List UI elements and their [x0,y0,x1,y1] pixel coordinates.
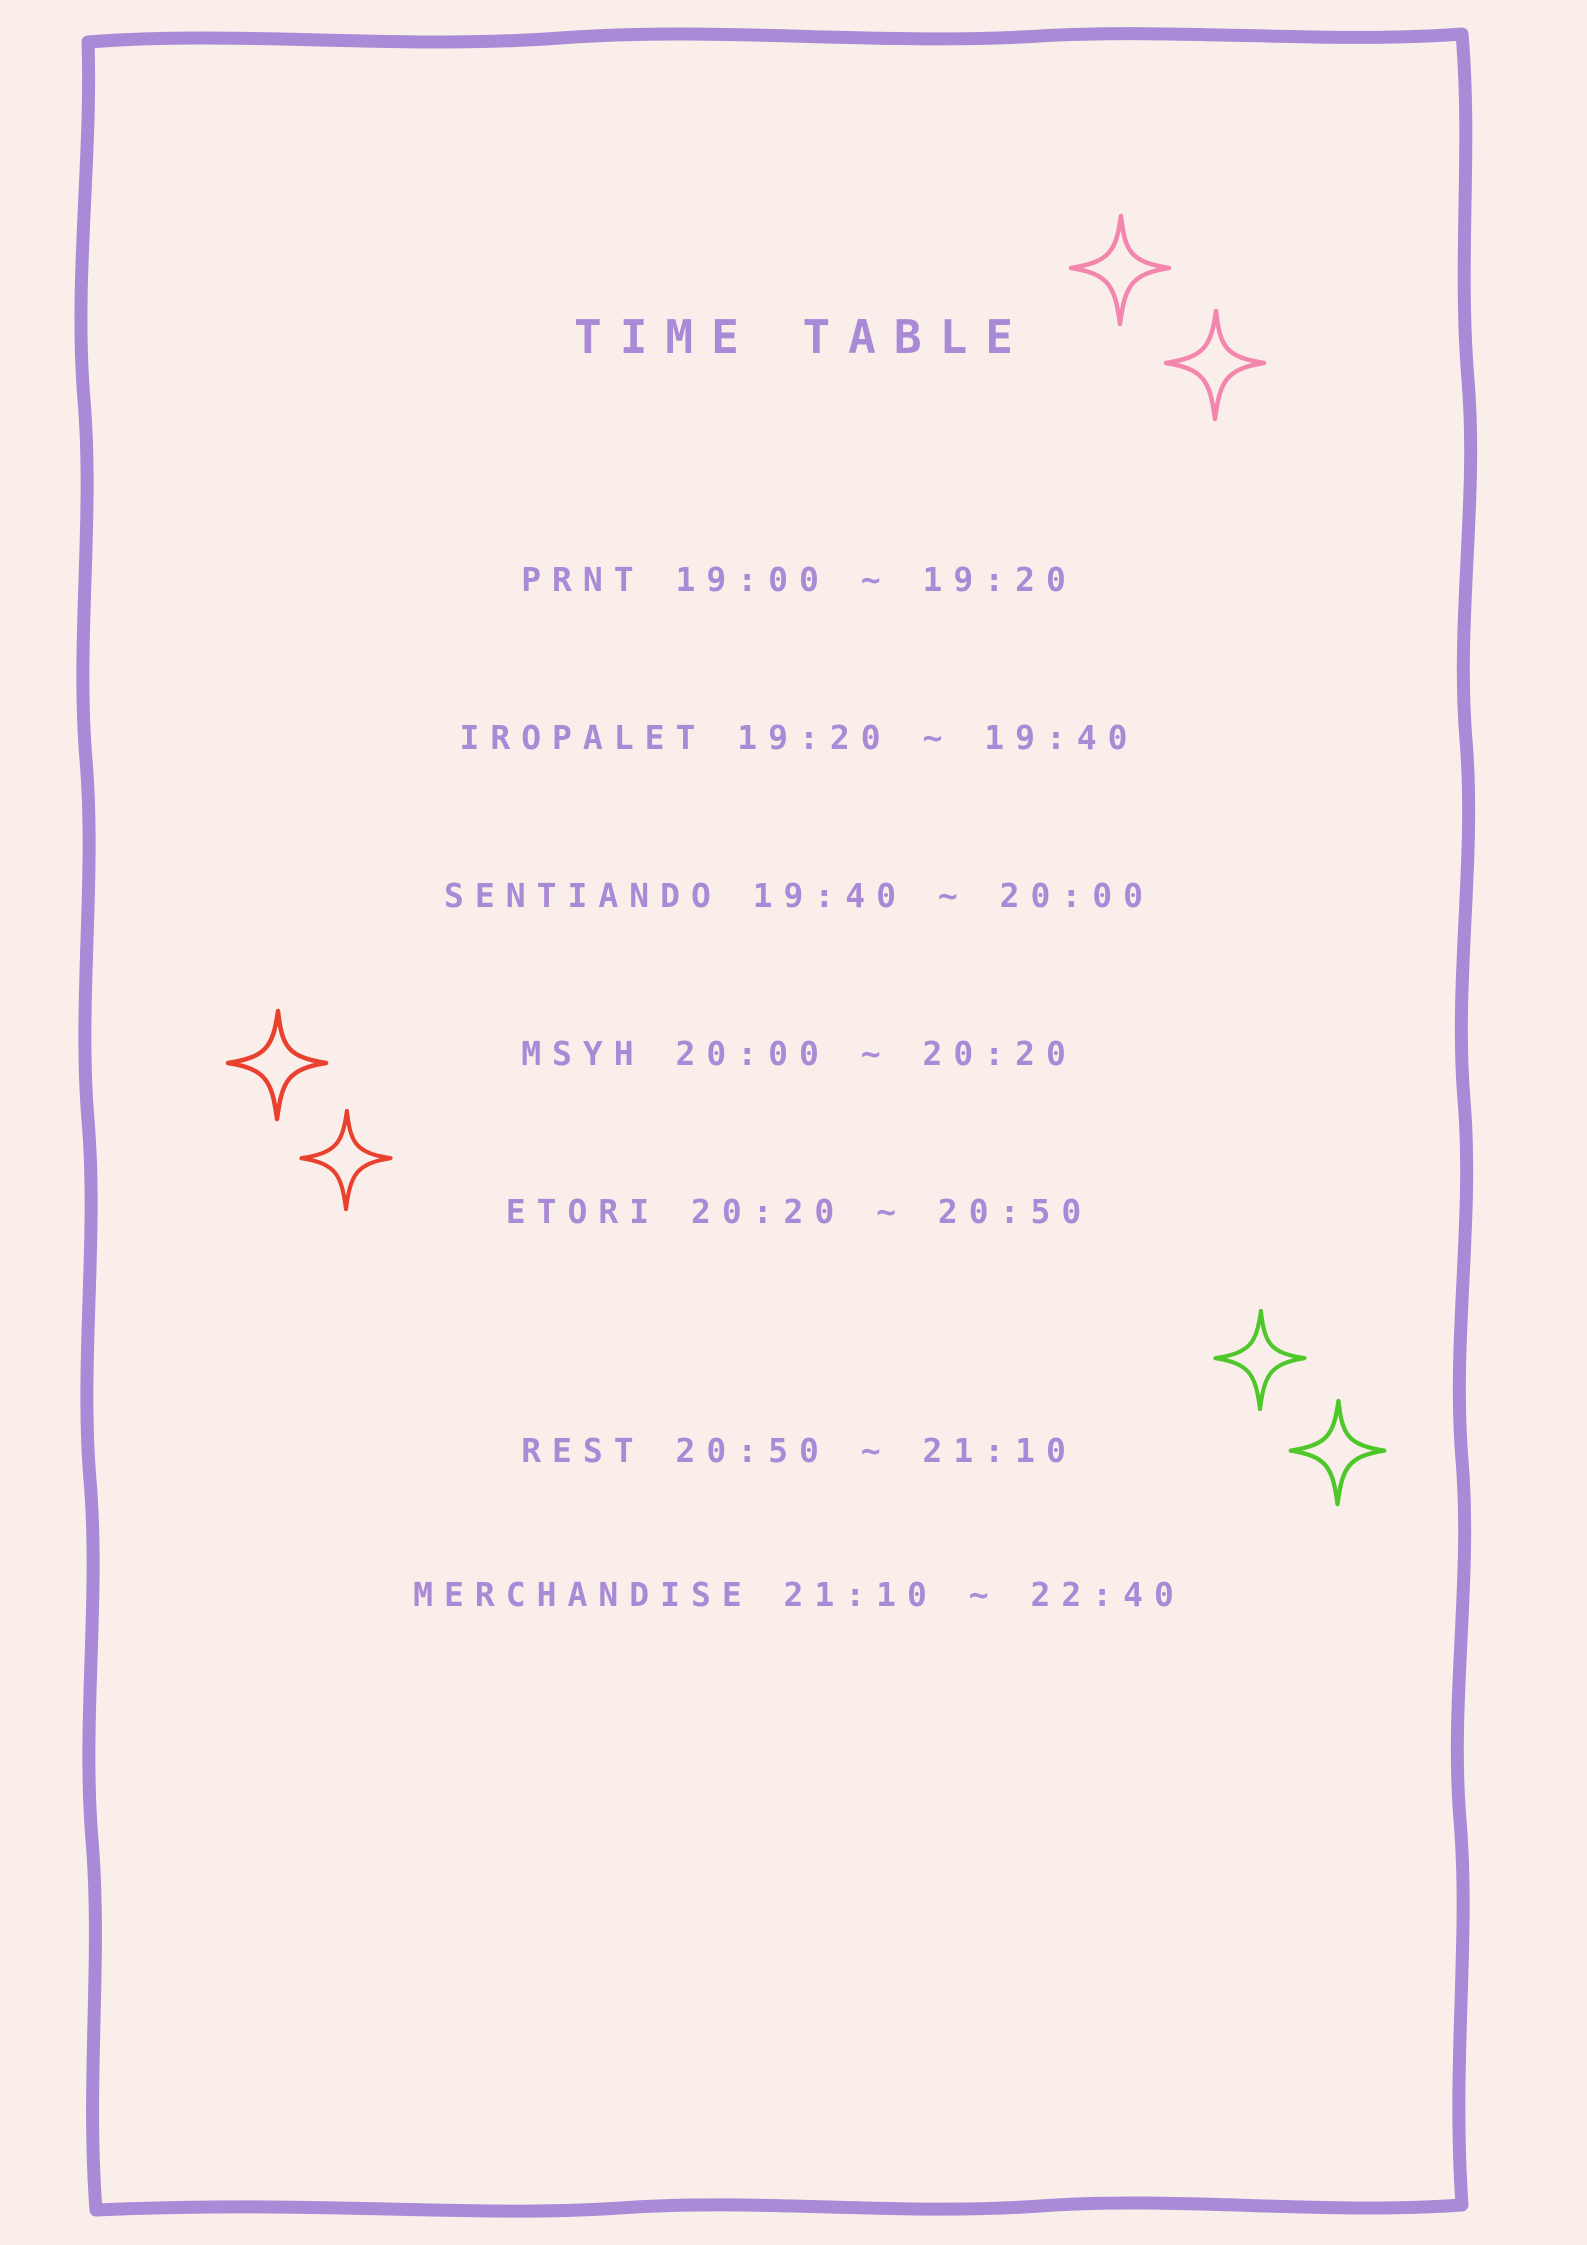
list-item: ETORI 20:20 ~ 20:50 [505,1192,1093,1231]
list-item: SENTIANDO 19:40 ~ 20:00 [444,876,1154,915]
list-item: IROPALET 19:20 ~ 19:40 [459,718,1139,757]
list-item: MSYH 20:00 ~ 20:20 [521,1034,1077,1073]
list-item: REST 20:50 ~ 21:10 [521,1431,1077,1470]
list-item: MERCHANDISE 21:10 ~ 22:40 [413,1575,1185,1614]
list-item: PRNT 19:00 ~ 19:20 [521,560,1077,599]
sparkle-green-upper-icon [1210,1305,1310,1415]
page-title: TIME TABLE [574,310,1031,364]
